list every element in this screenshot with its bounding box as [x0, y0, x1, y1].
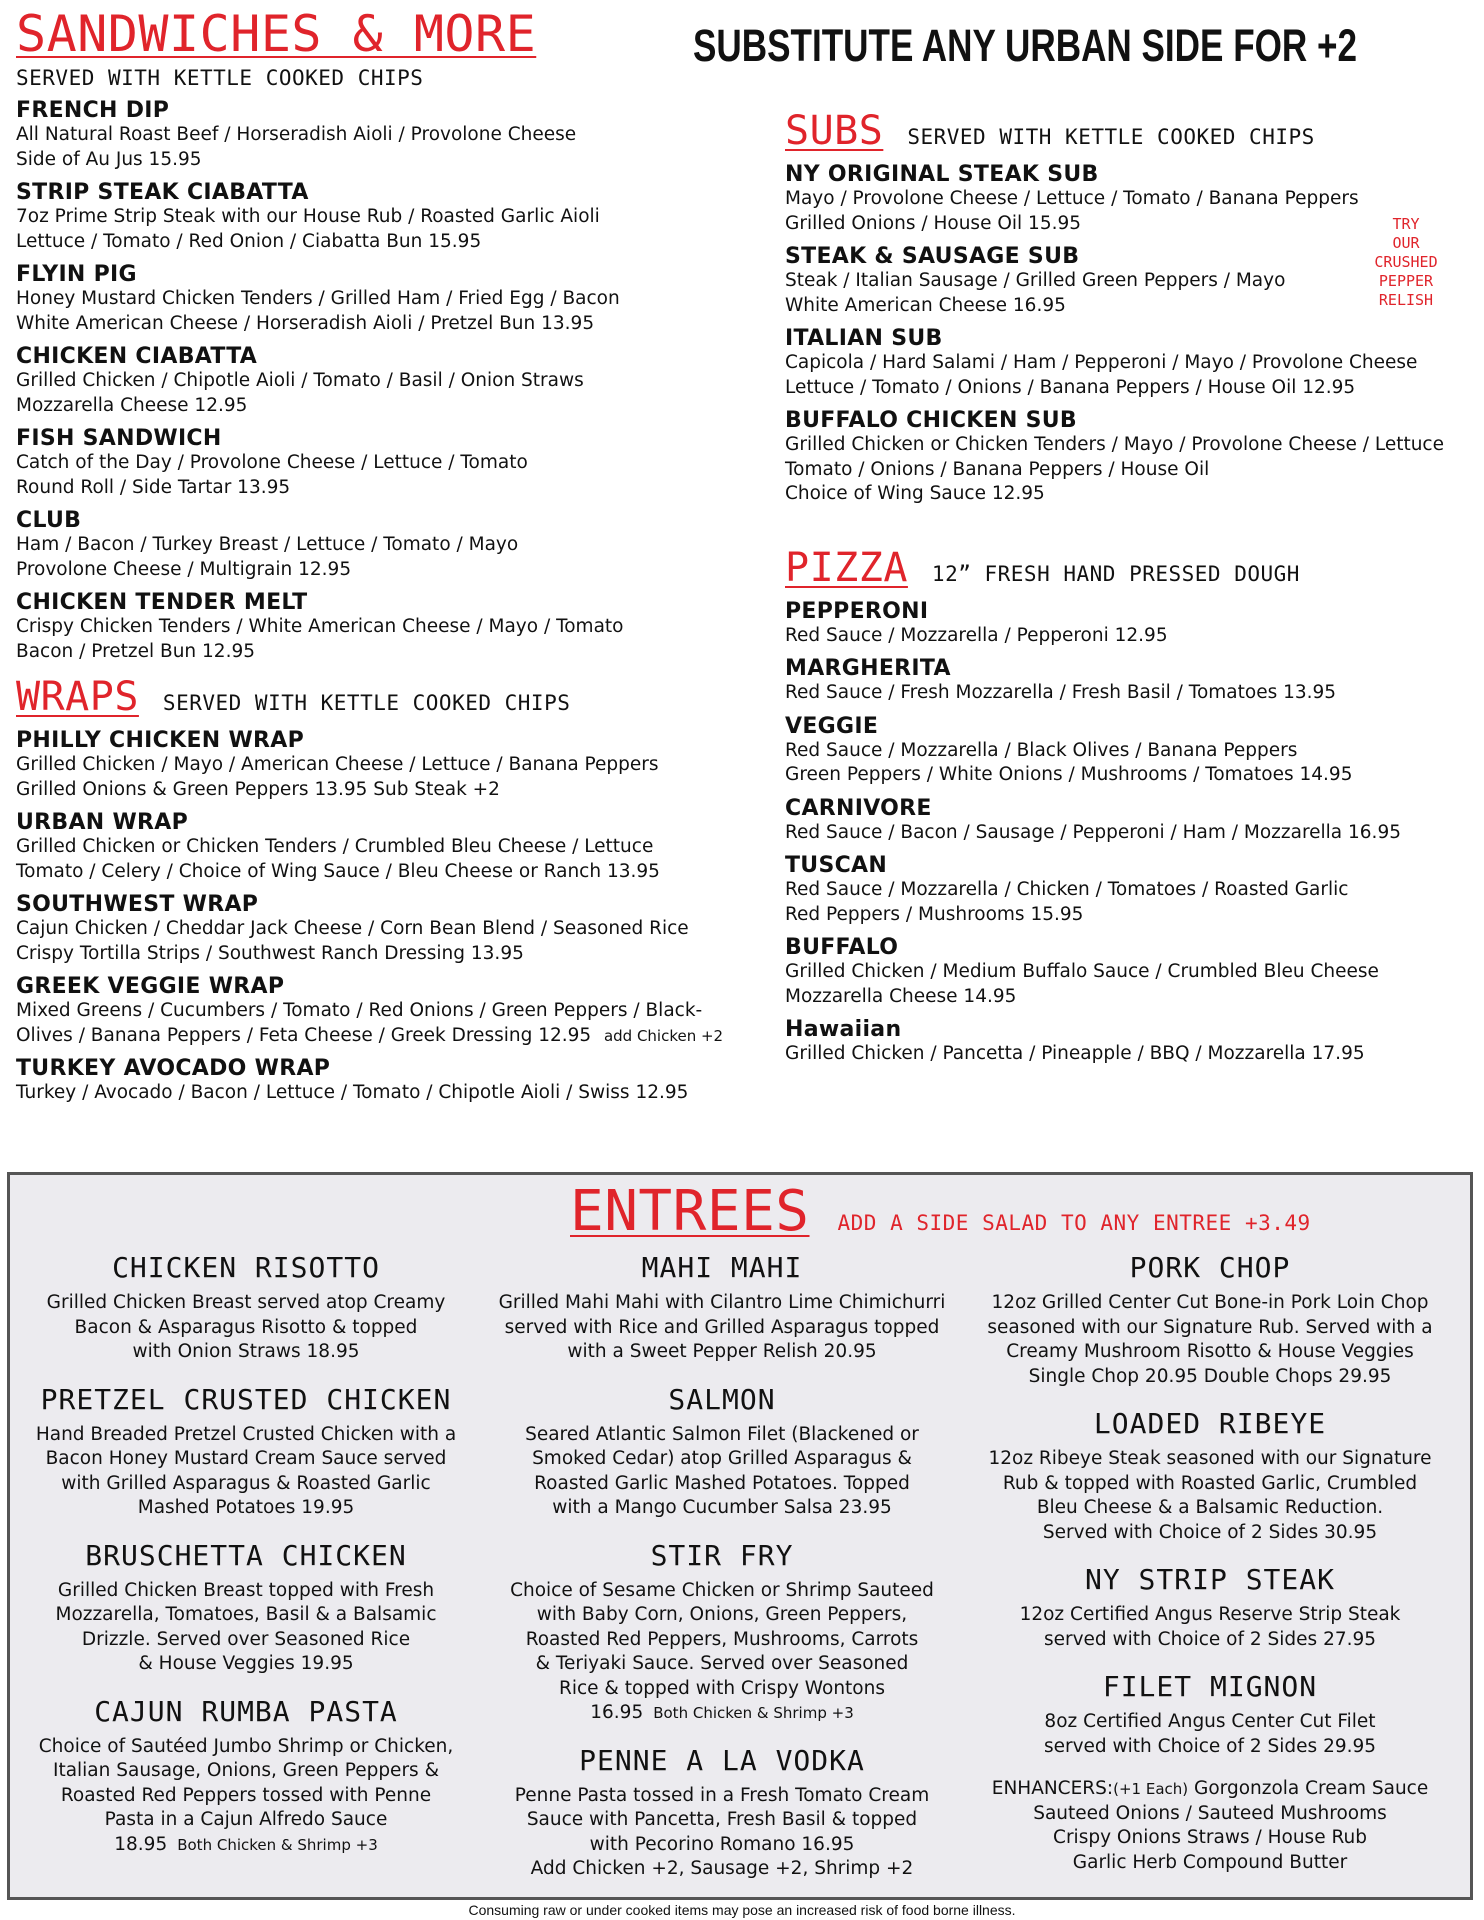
menu-item-description: Mozzarella Cheese 12.95 — [16, 394, 248, 416]
menu-item-name: PHILLY CHICKEN WRAP — [16, 728, 305, 753]
entree-note: Both Chicken & Shrimp +3 — [653, 1704, 854, 1722]
entree-description: with Grilled Asparagus & Roasted Garlic — [61, 1472, 431, 1494]
menu-item-description: Grilled Onions / House Oil 15.95 — [785, 212, 1082, 234]
entrees-header — [570, 1181, 1311, 1243]
sandwich-list — [16, 98, 776, 664]
entree-description: Roasted Red Peppers tossed with Penne — [60, 1784, 432, 1806]
entree-item — [16, 1539, 476, 1677]
entree-name: NY STRIP STEAK — [1084, 1563, 1335, 1596]
menu-item-description: Red Sauce / Mozzarella / Black Olives / Banana Peppers — [785, 739, 1298, 761]
menu-item-description: 7oz Prime Strip Steak with our House Rub / Roasted Garlic Aioli — [16, 206, 600, 227]
menu-item-description: Steak / Italian Sausage / Grilled Green Peppers / Mayo — [785, 270, 1286, 291]
entree-description: Roasted Red Peppers, Mushrooms, Carrots — [525, 1628, 919, 1650]
menu-item — [785, 326, 1475, 400]
menu-item-description: Mayo / Provolone Cheese / Lettuce / Tomato / Banana Peppers — [785, 188, 1359, 209]
entree-description: with a Mango Cucumber Salsa 23.95 — [552, 1497, 892, 1518]
entree-description: Smoked Cedar) atop Grilled Asparagus & — [532, 1448, 912, 1469]
entree-description: & House Veggies 19.95 — [138, 1653, 354, 1674]
menu-item-description: Lettuce / Tomato / Onions / Banana Peppers / House Oil 12.95 — [785, 376, 1356, 398]
pizza-title: PIZZA — [785, 544, 908, 591]
wraps-title: WRAPS — [16, 674, 139, 720]
try-note-line: CRUSHED — [1374, 253, 1438, 271]
sandwiches-subtitle: SERVED WITH KETTLE COOKED CHIPS — [16, 66, 424, 90]
entree-description: served with Choice of 2 Sides 29.95 — [1043, 1735, 1377, 1757]
entree-description: Bacon Honey Mustard Cream Sauce served — [45, 1448, 447, 1469]
entree-description: Hand Breaded Pretzel Crusted Chicken with a — [35, 1423, 457, 1445]
entree-name: LOADED RIBEYE — [1093, 1407, 1327, 1440]
menu-item-description: Grilled Chicken or Chicken Tenders / Crumbled Bleu Cheese / Lettuce — [16, 836, 654, 857]
sandwiches-title: SANDWICHES & MORE — [16, 5, 537, 63]
entree-description: Rub & topped with Roasted Garlic, Crumbled — [1002, 1472, 1418, 1494]
entree-item — [492, 1539, 952, 1726]
menu-item — [16, 426, 776, 500]
entree-description: Single Chop 20.95 Double Chops 29.95 — [1028, 1365, 1392, 1387]
menu-item-name: CHICKEN CIABATTA — [16, 344, 258, 369]
entree-item — [980, 1670, 1440, 1759]
menu-item-name: TURKEY AVOCADO WRAP — [16, 1056, 331, 1081]
entree-description: Mashed Potatoes 19.95 — [137, 1497, 355, 1518]
entrees-title: ENTREES — [570, 1179, 810, 1244]
menu-item-name: CHICKEN TENDER MELT — [16, 590, 308, 615]
enhancer-option: Garlic Herb Compound Butter — [1072, 1851, 1348, 1873]
menu-item — [16, 1056, 776, 1106]
entree-item — [16, 1695, 476, 1858]
menu-item-description: Lettuce / Tomato / Red Onion / Ciabatta Bun 15.95 — [16, 230, 482, 252]
entree-item — [492, 1251, 952, 1365]
menu-item-name: BUFFALO CHICKEN SUB — [785, 408, 1078, 433]
menu-item — [16, 508, 776, 582]
menu-item — [16, 344, 776, 418]
entree-description: served with Rice and Grilled Asparagus topped — [504, 1316, 940, 1338]
menu-item-description: Choice of Wing Sauce 12.95 — [785, 483, 1045, 504]
entree-name: SALMON — [668, 1382, 776, 1416]
menu-item-description: Red Sauce / Mozzarella / Chicken / Tomatoes / Roasted Garlic — [785, 879, 1349, 900]
menu-item-description: Turkey / Avocado / Bacon / Lettuce / Tomato / Chipotle Aioli / Swiss 12.95 — [16, 1082, 689, 1103]
entrees-column-2 — [492, 1251, 952, 1900]
menu-item-description: Mixed Greens / Cucumbers / Tomato / Red Onions / Green Peppers / Black- — [16, 1000, 703, 1021]
menu-item-description: Tomato / Celery / Choice of Wing Sauce / Bleu Cheese or Ranch 13.95 — [16, 860, 660, 882]
entree-description: Bleu Cheese & a Balsamic Reduction. — [1036, 1497, 1384, 1518]
enhancers-first-line — [980, 1777, 1440, 1802]
try-note-line: OUR — [1392, 234, 1420, 252]
entree-description: with Baby Corn, Onions, Green Peppers, — [536, 1604, 908, 1625]
menu-item-name: STEAK & SAUSAGE SUB — [785, 244, 1080, 269]
enhancers-block — [980, 1777, 1440, 1875]
enhancer-option: Gorgonzola Cream Sauce — [1188, 1778, 1429, 1799]
menu-item-description: Mozzarella Cheese 14.95 — [785, 985, 1017, 1007]
menu-item-name: FLYIN PIG — [16, 262, 137, 287]
food-safety-disclaimer: Consuming raw or under cooked items may pose an increased risk of food borne illness. — [468, 1902, 1016, 1918]
entree-name: CHICKEN RISOTTO — [112, 1251, 380, 1284]
entrees-column-3 — [980, 1251, 1440, 1875]
entree-description: Seared Atlantic Salmon Filet (Blackened or — [525, 1423, 919, 1445]
pizza-subtitle: 12” FRESH HAND PRESSED DOUGH — [931, 561, 1300, 586]
entrees-section — [7, 1172, 1473, 1900]
wrap-list — [16, 728, 776, 1106]
menu-item — [785, 408, 1475, 507]
entree-item — [980, 1563, 1440, 1652]
menu-item — [785, 244, 1475, 318]
entree-item — [980, 1251, 1440, 1389]
entree-item — [16, 1251, 476, 1365]
menu-item — [16, 892, 776, 966]
menu-item-name: Hawaiian — [785, 1017, 902, 1042]
menu-item-description: Grilled Onions & Green Peppers 13.95 Sub Steak +2 — [16, 778, 500, 800]
entree-description: Roasted Garlic Mashed Potatoes. Topped — [534, 1472, 910, 1494]
entree-description: 12oz Certified Angus Reserve Strip Steak — [1019, 1604, 1401, 1625]
menu-item — [16, 810, 776, 884]
entree-name: MAHI MAHI — [641, 1251, 803, 1284]
entree-description: Add Chicken +2, Sausage +2, Shrimp +2 — [530, 1858, 914, 1879]
pizza-header — [785, 545, 1475, 591]
menu-item-name: GREEK VEGGIE WRAP — [16, 974, 285, 999]
entree-description: Penne Pasta tossed in a Fresh Tomato Cream — [514, 1784, 930, 1806]
entree-description: Rice & topped with Crispy Wontons — [559, 1677, 885, 1699]
entree-item — [492, 1383, 952, 1521]
pizza-list — [785, 599, 1475, 1067]
menu-item-description: Capicola / Hard Salami / Ham / Pepperoni / Mayo / Provolone Cheese — [785, 352, 1418, 373]
enhancer-option: Crispy Onions Straws / House Rub — [1053, 1827, 1367, 1848]
menu-item-description: Red Sauce / Mozzarella / Pepperoni 12.95 — [785, 624, 1168, 646]
wraps-subtitle: SERVED WITH KETTLE COOKED CHIPS — [162, 691, 571, 715]
right-column — [785, 108, 1475, 1067]
menu-item-description: Grilled Chicken / Chipotle Aioli / Tomato / Basil / Onion Straws — [16, 370, 584, 391]
entree-name: CAJUN RUMBA PASTA — [94, 1694, 398, 1728]
subs-header — [785, 108, 1475, 154]
menu-item-name: CLUB — [16, 508, 82, 533]
entree-description: 8oz Certified Angus Center Cut Filet — [1044, 1711, 1376, 1732]
entree-description: Creamy Mushroom Risotto & House Veggies — [1006, 1341, 1414, 1362]
menu-item-description: Cajun Chicken / Cheddar Jack Cheese / Corn Bean Blend / Seasoned Rice — [16, 918, 689, 939]
add-salad-note: ADD A SIDE SALAD TO ANY ENTREE +3.49 — [837, 1211, 1311, 1235]
menu-item-description: Grilled Chicken / Pancetta / Pineapple / BBQ / Mozzarella 17.95 — [785, 1043, 1365, 1064]
menu-item — [16, 590, 776, 664]
menu-item-description: Side of Au Jus 15.95 — [16, 148, 202, 170]
entree-description: Italian Sausage, Onions, Green Peppers & — [52, 1760, 439, 1781]
entree-description: Choice of Sautéed Jumbo Shrimp or Chicken, — [38, 1735, 454, 1757]
menu-item-description: Grilled Chicken / Medium Buffalo Sauce / Crumbled Bleu Cheese — [785, 961, 1379, 982]
menu-item — [16, 262, 776, 336]
entree-description: with Pecorino Romano 16.95 — [589, 1833, 855, 1855]
entree-description: Mozzarella, Tomatoes, Basil & a Balsamic — [55, 1604, 437, 1625]
menu-item — [785, 714, 1475, 788]
entree-description: 12oz Grilled Center Cut Bone-in Pork Loin Chop — [991, 1292, 1429, 1313]
menu-item — [16, 180, 776, 254]
entree-name: PORK CHOP — [1129, 1251, 1291, 1284]
menu-item — [16, 728, 776, 802]
menu-item-name: BUFFALO — [785, 935, 899, 960]
entree-item — [492, 1744, 952, 1882]
entree-description: 12oz Ribeye Steak seasoned with our Signature — [988, 1448, 1432, 1469]
wraps-header — [16, 674, 776, 720]
entree-name: BRUSCHETTA CHICKEN — [85, 1538, 407, 1572]
entree-description: Drizzle. Served over Seasoned Rice — [81, 1628, 411, 1650]
menu-item-name: PEPPERONI — [785, 598, 929, 624]
entree-name: PRETZEL CRUSTED CHICKEN — [40, 1382, 452, 1416]
sub-list — [785, 162, 1475, 507]
entree-description: Served with Choice of 2 Sides 30.95 — [1042, 1521, 1378, 1543]
substitute-banner: SUBSTITUTE ANY URBAN SIDE FOR +2 — [693, 20, 1358, 71]
menu-item-description: Crispy Chicken Tenders / White American Cheese / Mayo / Tomato — [16, 616, 624, 637]
try-note-line: TRY — [1392, 215, 1420, 233]
menu-item-description: Red Peppers / Mushrooms 15.95 — [785, 903, 1084, 925]
menu-item-name: MARGHERITA — [785, 656, 951, 681]
menu-item-name: ITALIAN SUB — [785, 326, 943, 351]
menu-item-note: add Chicken +2 — [599, 1026, 724, 1045]
menu-item-description: Bacon / Pretzel Bun 12.95 — [16, 640, 256, 662]
left-column — [16, 6, 776, 1106]
entree-name: STIR FRY — [650, 1538, 794, 1572]
menu-item — [785, 162, 1475, 236]
try-note-line: PEPPER — [1378, 272, 1434, 290]
menu-item — [785, 656, 1475, 706]
enhancers-each: (+1 Each) — [1113, 1780, 1189, 1798]
menu-item-description: Round Roll / Side Tartar 13.95 — [16, 476, 291, 498]
menu-item-description: White American Cheese / Horseradish Aioli / Pretzel Bun 13.95 — [16, 312, 595, 334]
entree-name: PENNE A LA VODKA — [579, 1743, 865, 1777]
menu-item-description: White American Cheese 16.95 — [785, 294, 1066, 316]
menu-item-description: Honey Mustard Chicken Tenders / Grilled Ham / Fried Egg / Bacon — [16, 288, 620, 309]
entree-description: Pasta in a Cajun Alfredo Sauce — [104, 1809, 388, 1830]
menu-item-name: FISH SANDWICH — [16, 426, 222, 451]
menu-item — [785, 599, 1475, 649]
menu-item — [785, 796, 1475, 846]
subs-subtitle: SERVED WITH KETTLE COOKED CHIPS — [907, 125, 1315, 149]
menu-item — [16, 98, 776, 172]
menu-item-name: SOUTHWEST WRAP — [16, 892, 259, 917]
entrees-column-1 — [16, 1251, 476, 1875]
entree-name: FILET MIGNON — [1102, 1670, 1318, 1703]
menu-item-name: NY ORIGINAL STEAK SUB — [785, 162, 1099, 187]
menu-item-description: Grilled Chicken or Chicken Tenders / Mayo / Provolone Cheese / Lettuce — [785, 434, 1444, 455]
menu-item-description: Catch of the Day / Provolone Cheese / Lettuce / Tomato — [16, 452, 528, 473]
entree-description: Grilled Mahi Mahi with Cilantro Lime Chimichurri — [498, 1292, 946, 1313]
menu-item-name: TUSCAN — [785, 853, 888, 878]
menu-item-name: FRENCH DIP — [16, 98, 170, 123]
entree-description: with a Sweet Pepper Relish 20.95 — [567, 1341, 877, 1362]
entree-description: Choice of Sesame Chicken or Shrimp Sauteed — [510, 1579, 934, 1601]
enhancers-label: ENHANCERS: — [991, 1778, 1114, 1799]
menu-item-name: URBAN WRAP — [16, 810, 189, 835]
menu-item-description: Green Peppers / White Onions / Mushrooms / Tomatoes 14.95 — [785, 764, 1353, 785]
menu-item — [785, 853, 1475, 927]
entree-price: 16.95 — [590, 1702, 644, 1723]
entree-description: Sauce with Pancetta, Fresh Basil & topped — [526, 1809, 918, 1830]
menu-item-description: Crispy Tortilla Strips / Southwest Ranch Dressing 13.95 — [16, 942, 524, 964]
entree-note: Both Chicken & Shrimp +3 — [177, 1835, 378, 1854]
menu-item-description: Red Sauce / Bacon / Sausage / Pepperoni / Ham / Mozzarella 16.95 — [785, 821, 1401, 843]
menu-item-description: Red Sauce / Fresh Mozzarella / Fresh Basil / Tomatoes 13.95 — [785, 682, 1337, 703]
entree-description: seasoned with our Signature Rub. Served with a — [987, 1316, 1433, 1338]
menu-item-description: Provolone Cheese / Multigrain 12.95 — [16, 558, 352, 580]
entree-description: Bacon & Asparagus Risotto & topped — [74, 1316, 418, 1338]
menu-item-name: CARNIVORE — [785, 795, 932, 821]
entree-item — [980, 1407, 1440, 1545]
entree-price-line — [492, 1701, 952, 1726]
menu-item — [785, 935, 1475, 1009]
entree-description: Grilled Chicken Breast served atop Creamy — [46, 1292, 446, 1313]
menu-item-description: Ham / Bacon / Turkey Breast / Lettuce / Tomato / Mayo — [16, 534, 519, 555]
entree-description: Grilled Chicken Breast topped with Fresh — [57, 1579, 435, 1601]
entree-item — [16, 1383, 476, 1521]
entree-description: served with Choice of 2 Sides 27.95 — [1043, 1628, 1377, 1650]
entree-price: 18.95 — [114, 1833, 168, 1855]
entree-description: & Teriyaki Sauce. Served over Seasoned — [535, 1653, 909, 1674]
menu-item — [16, 974, 776, 1048]
try-note-line: RELISH — [1378, 291, 1434, 309]
entree-description: with Onion Straws 18.95 — [132, 1341, 360, 1362]
menu-item — [785, 1017, 1475, 1067]
enhancer-option: Sauteed Onions / Sauteed Mushrooms — [1033, 1802, 1387, 1824]
entree-price-line — [16, 1833, 476, 1858]
menu-item-description: Olives / Banana Peppers / Feta Cheese / Greek Dressing 12.95 add Chicken +2 — [16, 1024, 724, 1046]
menu-item-name: STRIP STEAK CIABATTA — [16, 180, 309, 205]
menu-item-name: VEGGIE — [785, 713, 879, 739]
subs-title: SUBS — [785, 108, 884, 154]
menu-item-description: All Natural Roast Beef / Horseradish Aioli / Provolone Cheese — [16, 124, 577, 145]
menu-item-description: Tomato / Onions / Banana Peppers / House Oil — [785, 458, 1210, 480]
menu-item-description: Grilled Chicken / Mayo / American Cheese / Lettuce / Banana Peppers — [16, 754, 659, 775]
